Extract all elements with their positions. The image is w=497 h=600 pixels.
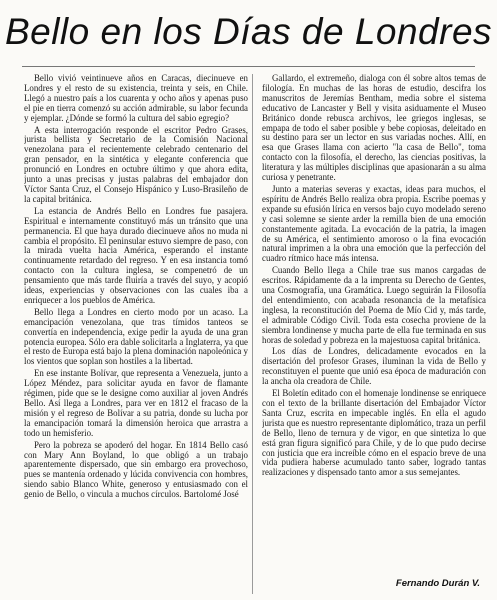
paragraph: Bello llega a Londres en cierto modo por un acaso. La emancipación venezolana, que tras tímidos tanteos se convertía en independencia, exige pedir la ayuda de una gran potencia europea. Sólo era dable solicitarla a Inglaterra, ya que el resto de Europa está bajo la plena dominación napoleónica y los vientos que soplan son hostiles a la libertad. (24, 306, 248, 367)
paragraph: Cuando Bello llega a Chile trae sus manos cargadas de escritos. Rápidamente da a la imprenta su Derecho de Gentes, una Cosmografía, una Gramática. Luego seguirán la Filosofía del entendimiento, con acabada resonancia de la metafísica inglesa, la reconstitución del Poema de Mío Cid y, más tarde, el admirable Código Civil. Toda esta cosecha proviene de la siembra londinense y mucha parte de ella fue terminada en sus horas de soledad y pobreza en la majestuosa capital británica. (262, 265, 486, 345)
paragraph: Los días de Londres, delicadamente evocados en la disertación del profesor Grases, iluminan la vida de Bello y reconstituyen el puente que unió esa época de maduración con la ancha ola creadora de Chile. (262, 346, 486, 387)
paragraph: La estancia de Andrés Bello en Londres fue pasajera. Espiritual e internamente constituyó más un tránsito que una permanencia. El que haya durado diecinueve años no muda ni cambia el propósito. El peninsular estuvo siempre de paso, con la mirada vuelta hacia América, esperando el instante continuamente retardado del regreso. Y en esa instancia tomó contacto con la cultura inglesa, se compenetró de un pensamiento que más tarde fluiría a través del suyo, y acopió ideas, experiencias y observaciones con las cuales iba a enriquecer a los pueblos de América. (24, 205, 248, 305)
right-column (262, 74, 486, 574)
paragraph: A esta interrogación responde el escritor Pedro Grases, jurista bellista y Secretario de la Comisión Nacional venezolana para el recientemente celebrado centenario del gran pensador, en la sintética y elegante conferencia que pronunció en Londres en octubre último y que ahora edita, junto a unas precisas y justas palabras del embajador don Víctor Santa Cruz, el Consejo Hispánico y Luso-Brasileño de la capital británica. (24, 124, 248, 204)
paragraph: Junto a materias severas y exactas, ideas para muchos, el espíritu de Andrés Bello realiza obra propia. Escribe poemas y expande su efusión lírica en versos bajo cuyo modelado sereno y casi solemne se siente arder la remilla bien de una emoción constantemente agitada. La evocación de la patria, la imagen de su América, el sentimiento amoroso o la fina evocación natural imprimen a la obra una emoción que la perfección del cuadro rítmico hace más intensa. (262, 183, 486, 264)
article-title: Bello en los Días de Londres (4, 11, 493, 52)
column-divider (252, 74, 253, 594)
paragraph: Gallardo, el extremeño, dialoga con él sobre altos temas de filología. En muchas de las horas de estudio, descifra los manuscritos de Jeremías Bentham, media sobre el sistema educativo de Lancaster y Bell y visita asiduamente el Museo Británico donde rebusca archivos, lee griegos inglesas, se empapa de todo el saber posible y bebe copiosas, deleitado en su destino para ser un lector en sus variadas noches. Allí, en esa que Grases llama con acierto "la casa de Bello", toma contacto con la filosofía, el derecho, las ciencias positivas, la literatura y las múltiples disciplinas que apasionarán a su alma curiosa y penetrante. (262, 74, 486, 183)
paragraph: El Boletín editado con el homenaje londinense se enriquece con el texto de la brillante disertación del Embajador Víctor Santa Cruz, escrita en impecable inglés. En ella el agudo jurista que es nuestro representante diplomático, traza un perfil de Bello, lleno de ternura y de vigor, en que sintetiza lo que está gran figura significó para Chile, y de lo que pudo decirse con justicia que era increíble cómo en el espacio breve de una vida pudiera haberse acumulado tanto saber, logrado tantas realizaciones y dispensado tanto amor a sus semejantes. (262, 388, 486, 478)
paragraph: Bello vivió veintinueve años en Caracas, diecinueve en Londres y el resto de su existencia, treinta y seis, en Chile. Llegó a nuestro país a los cuarenta y ocho años y apenas puso el pie en tierra comenzó su acción admirable, su labor fecunda y ejemplar. ¿Dónde se formó la cultura del sabio egregio? (24, 74, 248, 123)
paragraph: En ese instante Bolívar, que representa a Venezuela, junto a López Méndez, para solicitar ayuda en favor de flamante régimen, pide que se le designe como auxiliar al joven Andrés Bello. Así llega a Londres, para ver en 1812 el fracaso de la misión y el regreso de Bolívar a su patria, donde su lucha por la emancipación tomará la dimensión heroica que arrastra a todo un hemisferio. (24, 368, 248, 438)
left-column (24, 74, 248, 598)
title-rule (22, 66, 475, 67)
author-signature: Fernando Durán V. (395, 578, 480, 589)
paragraph: Pero la pobreza se apoderó del hogar. En 1814 Bello casó con Mary Ann Boyland, lo que obligó a un trabajo aparentemente dispersado, que sin embargo era provechoso, pues se mantenía ordenado y lúcida convivencia con hombres, siendo sabio Blanco White, generoso y entusiasmado con el genio de Bello, o vincula a muchos círculos. Bartolomé José (24, 439, 248, 500)
